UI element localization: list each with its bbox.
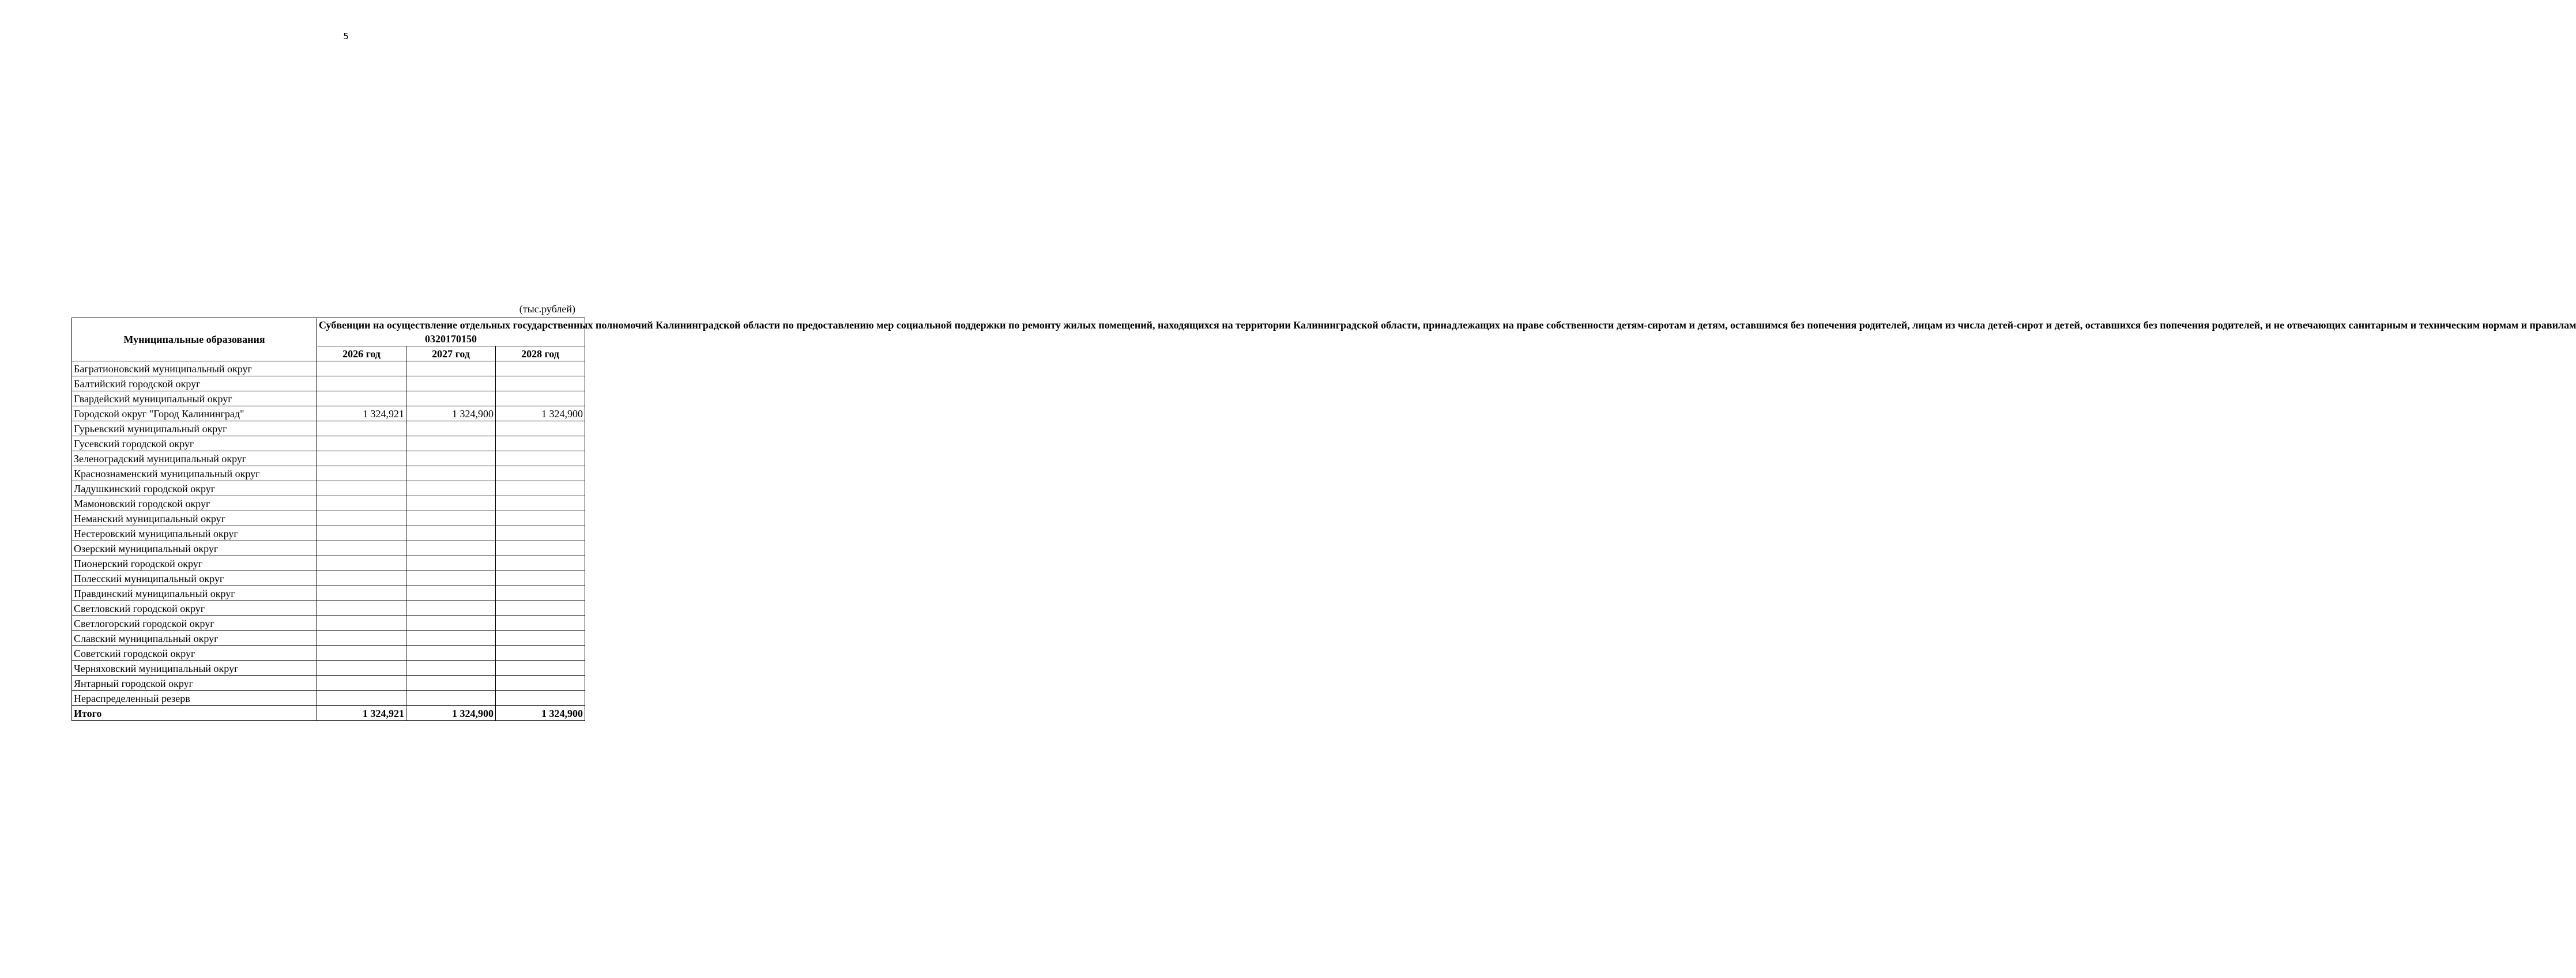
value-2028	[496, 646, 585, 661]
value-2028	[496, 586, 585, 601]
municipality-name: Гвардейский муниципальный округ	[72, 391, 317, 406]
value-2028	[496, 511, 585, 526]
value-2026	[317, 586, 406, 601]
value-2028	[496, 436, 585, 451]
value-2028	[496, 556, 585, 571]
municipality-name: Нераспределенный резерв	[72, 691, 317, 706]
value-2027	[406, 691, 496, 706]
value-2027	[406, 511, 496, 526]
municipality-name: Светлогорский городской округ	[72, 616, 317, 631]
value-2026	[317, 481, 406, 496]
value-2028	[496, 466, 585, 481]
municipality-name: Озерский муниципальный округ	[72, 541, 317, 556]
value-2027	[406, 631, 496, 646]
value-2027	[406, 466, 496, 481]
value-2027	[406, 391, 496, 406]
municipality-name: Светловский городской округ	[72, 601, 317, 616]
table-row	[72, 661, 585, 676]
table-row	[72, 646, 585, 661]
table-row	[72, 541, 585, 556]
value-2028	[496, 526, 585, 541]
municipality-name: Балтийский городской округ	[72, 376, 317, 391]
value-2026	[317, 556, 406, 571]
value-2027	[406, 496, 496, 511]
value-2027	[406, 646, 496, 661]
value-2026	[317, 421, 406, 436]
value-2027	[406, 676, 496, 691]
total-2027: 1 324,900	[406, 706, 496, 721]
municipality-name: Городской округ "Город Калининград"	[72, 406, 317, 421]
table-row	[72, 496, 585, 511]
table-row	[72, 676, 585, 691]
municipality-column-header: Муниципальные образования	[72, 318, 317, 361]
municipality-name: Багратионовский муниципальный округ	[72, 361, 317, 376]
table-row	[72, 421, 585, 436]
value-2026	[317, 511, 406, 526]
value-2026	[317, 541, 406, 556]
municipality-name: Черняховский муниципальный округ	[72, 661, 317, 676]
unit-label: (тыс.рублей)	[519, 303, 575, 315]
value-2027	[406, 436, 496, 451]
year-header-2027: 2027 год	[406, 346, 496, 361]
table-row	[72, 556, 585, 571]
municipality-name: Гурьевский муниципальный округ	[72, 421, 317, 436]
table-row	[72, 391, 585, 406]
municipality-name: Мамоновский городской округ	[72, 496, 317, 511]
value-2026: 1 324,921	[317, 406, 406, 421]
value-2027	[406, 421, 496, 436]
municipality-name: Советский городской округ	[72, 646, 317, 661]
table-row	[72, 601, 585, 616]
value-2028	[496, 421, 585, 436]
page-number: 5	[343, 31, 349, 41]
municipality-name: Янтарный городской округ	[72, 676, 317, 691]
value-2026	[317, 436, 406, 451]
table-row	[72, 631, 585, 646]
year-header-2028: 2028 год	[496, 346, 585, 361]
value-2027	[406, 586, 496, 601]
table-row	[72, 466, 585, 481]
value-2028	[496, 481, 585, 496]
value-2027	[406, 451, 496, 466]
table-row	[72, 436, 585, 451]
value-2027	[406, 541, 496, 556]
value-2028	[496, 571, 585, 586]
municipality-name: Неманский муниципальный округ	[72, 511, 317, 526]
value-2028	[496, 496, 585, 511]
municipality-name: Ладушкинский городской округ	[72, 481, 317, 496]
total-2026: 1 324,921	[317, 706, 406, 721]
value-2026	[317, 616, 406, 631]
value-2028	[496, 361, 585, 376]
value-2027	[406, 616, 496, 631]
value-2028	[496, 616, 585, 631]
value-2026	[317, 361, 406, 376]
municipality-name: Зеленоградский муниципальный округ	[72, 451, 317, 466]
value-2026	[317, 496, 406, 511]
value-2028	[496, 631, 585, 646]
value-2026	[317, 646, 406, 661]
table-row	[72, 511, 585, 526]
table-row	[72, 361, 585, 376]
municipality-name: Правдинский муниципальный округ	[72, 586, 317, 601]
value-2026	[317, 466, 406, 481]
value-2028	[496, 376, 585, 391]
total-label: Итого	[72, 706, 317, 721]
table-row	[72, 451, 585, 466]
municipality-name: Гусевский городской округ	[72, 436, 317, 451]
value-2026	[317, 526, 406, 541]
municipality-name: Полесский муниципальный округ	[72, 571, 317, 586]
value-2027	[406, 571, 496, 586]
value-2027	[406, 376, 496, 391]
value-2026	[317, 676, 406, 691]
table-row	[72, 481, 585, 496]
value-2028	[496, 601, 585, 616]
table-row	[72, 571, 585, 586]
value-2028	[496, 691, 585, 706]
value-2027	[406, 601, 496, 616]
value-2028: 1 324,900	[496, 406, 585, 421]
municipality-name: Краснознаменский муниципальный округ	[72, 466, 317, 481]
value-2028	[496, 451, 585, 466]
value-2026	[317, 376, 406, 391]
value-2026	[317, 571, 406, 586]
subvention-code: 0320170150	[425, 333, 477, 345]
total-2028: 1 324,900	[496, 706, 585, 721]
table-row	[72, 376, 585, 391]
table-row	[72, 691, 585, 706]
value-2026	[317, 631, 406, 646]
value-2027	[406, 661, 496, 676]
subvention-column-header	[317, 318, 2576, 346]
value-2026	[317, 451, 406, 466]
value-2028	[496, 391, 585, 406]
year-header-2026: 2026 год	[317, 346, 406, 361]
subvention-header-text: Субвенции на осуществление отдельных государственных полномочий Калининградской области по предоставлению мер социальной поддержки по ремонту жилых помещений, находящихся на территории Калининградской области, принадлежащих на праве собственности детям-сиротам и детям, оставшимся без попечения родителей, лицам из числа детей-сирот и детей, оставшихся без попечения родителей, и не отвечающих санитарным и техническим нормам и правилам	[319, 319, 2576, 331]
table-row	[72, 586, 585, 601]
value-2027	[406, 361, 496, 376]
value-2026	[317, 601, 406, 616]
value-2028	[496, 661, 585, 676]
total-row	[72, 706, 585, 721]
value-2027	[406, 481, 496, 496]
value-2026	[317, 691, 406, 706]
value-2026	[317, 661, 406, 676]
value-2027: 1 324,900	[406, 406, 496, 421]
value-2026	[317, 391, 406, 406]
value-2027	[406, 526, 496, 541]
value-2027	[406, 556, 496, 571]
table-row	[72, 616, 585, 631]
municipality-name: Пионерский городской округ	[72, 556, 317, 571]
table-row	[72, 406, 585, 421]
value-2028	[496, 541, 585, 556]
municipality-name: Нестеровский муниципальный округ	[72, 526, 317, 541]
municipality-name: Славский муниципальный округ	[72, 631, 317, 646]
value-2028	[496, 676, 585, 691]
subvention-table	[71, 318, 2576, 721]
table-row	[72, 526, 585, 541]
